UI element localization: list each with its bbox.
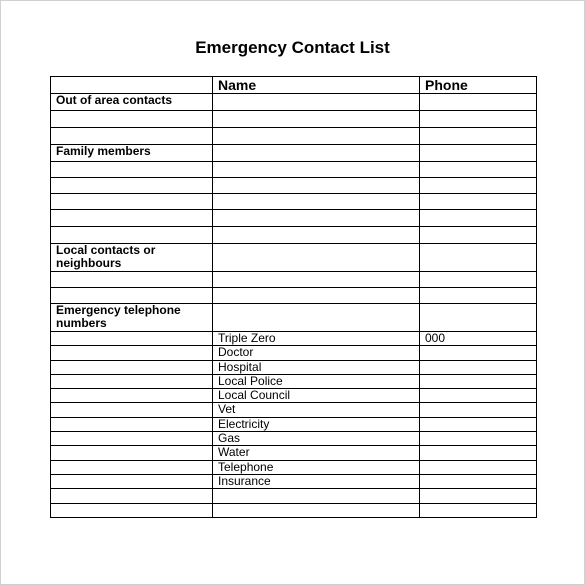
name-cell[interactable]	[213, 503, 420, 517]
table-row	[51, 145, 537, 162]
contact-table	[50, 76, 537, 518]
table-row	[51, 178, 537, 194]
emergency-phone[interactable]	[420, 474, 537, 488]
table-row	[51, 332, 537, 346]
table-row	[51, 503, 537, 517]
emergency-phone[interactable]	[420, 417, 537, 431]
emergency-phone[interactable]	[420, 360, 537, 374]
phone-cell[interactable]	[420, 162, 537, 178]
name-cell[interactable]	[213, 128, 420, 145]
emergency-name: Telephone	[213, 460, 420, 474]
phone-cell[interactable]	[420, 145, 537, 162]
table-row	[51, 272, 537, 288]
table-row	[51, 94, 537, 111]
header-phone: Phone	[420, 77, 537, 94]
header-name: Name	[213, 77, 420, 94]
phone-cell[interactable]	[420, 111, 537, 128]
emergency-phone[interactable]	[420, 432, 537, 446]
section-label-family: Family members	[51, 145, 213, 162]
phone-cell[interactable]	[420, 503, 537, 517]
emergency-name: Water	[213, 446, 420, 460]
emergency-phone[interactable]	[420, 346, 537, 360]
table-row	[51, 460, 537, 474]
phone-cell[interactable]	[420, 178, 537, 194]
emergency-name: Local Police	[213, 374, 420, 388]
name-cell[interactable]	[213, 227, 420, 244]
table-row	[51, 210, 537, 227]
emergency-name: Triple Zero	[213, 332, 420, 346]
table-row	[51, 374, 537, 388]
table-row	[51, 162, 537, 178]
name-cell[interactable]	[213, 94, 420, 111]
phone-cell[interactable]	[420, 94, 537, 111]
name-cell[interactable]	[213, 178, 420, 194]
name-cell[interactable]	[213, 111, 420, 128]
emergency-phone[interactable]: 000	[420, 332, 537, 346]
table-row	[51, 194, 537, 210]
header-category	[51, 77, 213, 94]
table-row	[51, 244, 537, 272]
emergency-phone[interactable]	[420, 374, 537, 388]
emergency-phone[interactable]	[420, 389, 537, 403]
emergency-name: Doctor	[213, 346, 420, 360]
table-row	[51, 403, 537, 417]
name-cell[interactable]	[213, 288, 420, 304]
emergency-name: Vet	[213, 403, 420, 417]
emergency-phone[interactable]	[420, 446, 537, 460]
table-row	[51, 432, 537, 446]
name-cell[interactable]	[213, 194, 420, 210]
phone-cell[interactable]	[420, 489, 537, 503]
page-title: Emergency Contact List	[195, 38, 390, 57]
name-cell[interactable]	[213, 145, 420, 162]
emergency-name: Local Council	[213, 389, 420, 403]
table-row	[51, 304, 537, 332]
section-label-out-of-area: Out of area contacts	[51, 94, 213, 111]
phone-cell[interactable]	[420, 227, 537, 244]
name-cell[interactable]	[213, 304, 420, 332]
table-row	[51, 389, 537, 403]
name-cell[interactable]	[213, 489, 420, 503]
emergency-phone[interactable]	[420, 403, 537, 417]
phone-cell[interactable]	[420, 128, 537, 145]
table-row	[51, 346, 537, 360]
table-row	[51, 360, 537, 374]
table-header-row	[51, 77, 537, 94]
phone-cell[interactable]	[420, 194, 537, 210]
table-row	[51, 128, 537, 145]
table-row	[51, 111, 537, 128]
phone-cell[interactable]	[420, 210, 537, 227]
table-row	[51, 489, 537, 503]
section-label-local: Local contacts or neighbours	[51, 244, 213, 272]
emergency-name: Insurance	[213, 474, 420, 488]
phone-cell[interactable]	[420, 244, 537, 272]
emergency-name: Electricity	[213, 417, 420, 431]
name-cell[interactable]	[213, 244, 420, 272]
section-label-emergency: Emergency telephone numbers	[51, 304, 213, 332]
emergency-phone[interactable]	[420, 460, 537, 474]
table-row	[51, 417, 537, 431]
table-row	[51, 474, 537, 488]
name-cell[interactable]	[213, 272, 420, 288]
emergency-name: Hospital	[213, 360, 420, 374]
table-row	[51, 227, 537, 244]
table-row	[51, 288, 537, 304]
name-cell[interactable]	[213, 162, 420, 178]
emergency-name: Gas	[213, 432, 420, 446]
table-row	[51, 446, 537, 460]
name-cell[interactable]	[213, 210, 420, 227]
phone-cell[interactable]	[420, 272, 537, 288]
phone-cell[interactable]	[420, 288, 537, 304]
phone-cell[interactable]	[420, 304, 537, 332]
